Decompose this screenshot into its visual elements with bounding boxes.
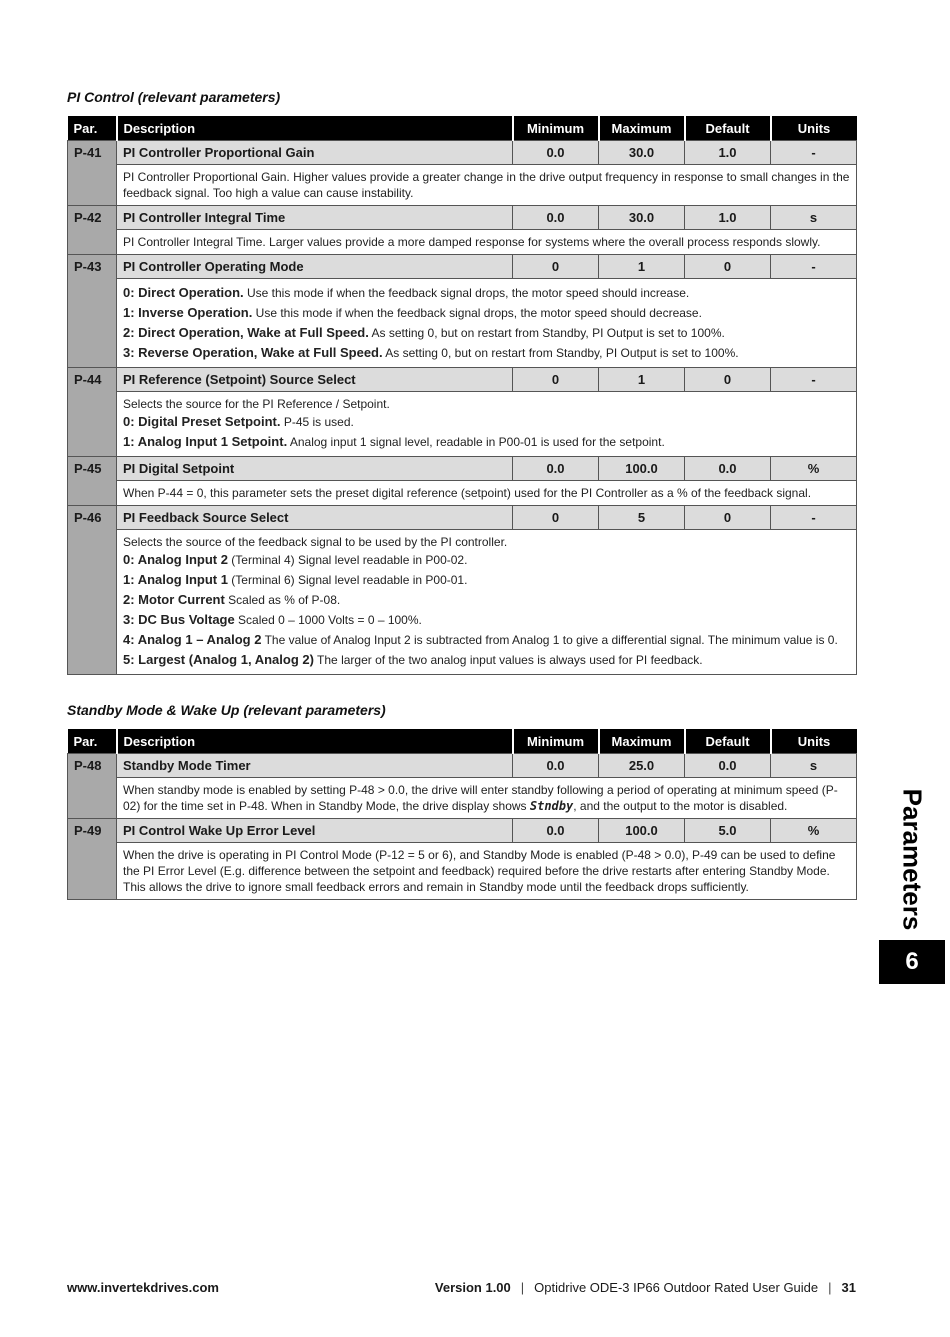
param-desc-row	[68, 279, 857, 368]
param-desc-row	[68, 481, 857, 506]
option-label: 1: Analog Input 1	[123, 572, 228, 587]
footer-website-link[interactable]: www.invertekdrives.com	[67, 1280, 219, 1295]
footer-separator: |	[828, 1280, 832, 1295]
header-maximum: Maximum	[599, 116, 685, 141]
param-code: P-44	[68, 368, 117, 457]
param-name: PI Feedback Source Select	[117, 506, 513, 530]
footer-guide-title: Optidrive ODE-3 IP66 Outdoor Rated User Guide	[534, 1280, 819, 1295]
header-par: Par.	[68, 729, 117, 754]
option-label: 0: Digital Preset Setpoint.	[123, 414, 281, 429]
footer-version: Version 1.00	[434, 1280, 511, 1295]
option-label: 1: Analog Input 1 Setpoint.	[123, 434, 288, 449]
option-text: Analog input 1 signal level, readable in P00-01 is used for the setpoint.	[287, 435, 665, 449]
table-header-row	[68, 729, 857, 754]
param-desc-row	[68, 843, 857, 900]
param-units: %	[771, 819, 857, 843]
param-units: %	[771, 457, 857, 481]
param-desc-row	[68, 230, 857, 255]
desc-part-b: , and the output to the motor is disabled.	[573, 799, 788, 813]
header-minimum: Minimum	[513, 729, 599, 754]
param-default: 0	[685, 506, 771, 530]
param-min: 0.0	[513, 206, 599, 230]
param-code: P-43	[68, 255, 117, 368]
param-description: When the drive is operating in PI Control Mode (P-12 = 5 or 6), and Standby Mode is enabled (P-48 > 0.0), P-49 can be used to define the PI Error Level (E.g. difference between the setpoint and feedback) required before the drive restarts after entering Standby Mode. This allows the drive to ignore small feedback errors and remain in Standby mode until the feedback drops sufficiently.	[117, 843, 857, 900]
option-line	[123, 323, 850, 343]
param-min: 0	[513, 368, 599, 392]
option-text: (Terminal 4) Signal level readable in P00-02.	[227, 553, 468, 567]
param-name: PI Control Wake Up Error Level	[117, 819, 513, 843]
page-footer	[67, 1280, 856, 1300]
chapter-title: Parameters	[897, 788, 928, 930]
param-min: 0	[513, 255, 599, 279]
param-min: 0.0	[513, 754, 599, 778]
param-name: PI Reference (Setpoint) Source Select	[117, 368, 513, 392]
option-text: Scaled as % of P-08.	[224, 593, 341, 607]
param-description	[117, 530, 857, 675]
param-row	[68, 206, 857, 230]
param-row	[68, 457, 857, 481]
param-code: P-41	[68, 141, 117, 206]
param-max: 30.0	[599, 141, 685, 165]
param-units: -	[771, 368, 857, 392]
param-default: 1.0	[685, 206, 771, 230]
header-maximum: Maximum	[599, 729, 685, 754]
param-units: -	[771, 255, 857, 279]
param-default: 0	[685, 368, 771, 392]
table-header-row	[68, 116, 857, 141]
param-max: 1	[599, 368, 685, 392]
param-row	[68, 754, 857, 778]
option-label: 5: Largest (Analog 1, Analog 2)	[123, 652, 314, 667]
option-text: Use this mode if when the feedback signal drops, the motor speed should decrease.	[252, 306, 702, 320]
param-min: 0.0	[513, 457, 599, 481]
header-units: Units	[771, 729, 857, 754]
option-line	[123, 412, 850, 432]
option-label: 4: Analog 1 – Analog 2	[123, 632, 262, 647]
param-row	[68, 819, 857, 843]
option-line	[123, 630, 850, 650]
param-units: -	[771, 506, 857, 530]
section-title-standby: Standby Mode & Wake Up (relevant parameters)	[67, 702, 386, 718]
param-default: 0.0	[685, 457, 771, 481]
option-label: 3: DC Bus Voltage	[123, 612, 235, 627]
param-description: PI Controller Proportional Gain. Higher values provide a greater change in the drive output frequency in response to small changes in the feedback signal. Too high a value can cause instability.	[117, 165, 857, 206]
param-max: 5	[599, 506, 685, 530]
param-default: 0	[685, 255, 771, 279]
param-min: 0.0	[513, 141, 599, 165]
param-default: 0.0	[685, 754, 771, 778]
option-text: P-45 is used.	[280, 415, 354, 429]
page-number: 31	[841, 1280, 856, 1295]
option-text: As setting 0, but on restart from Standby, PI Output is set to 100%.	[368, 326, 725, 340]
param-units: s	[771, 206, 857, 230]
option-text: Scaled 0 – 1000 Volts = 0 – 100%.	[234, 613, 422, 627]
param-description	[117, 778, 857, 819]
param-row	[68, 506, 857, 530]
header-description: Description	[117, 729, 513, 754]
standby-table	[67, 729, 857, 900]
param-name: Standby Mode Timer	[117, 754, 513, 778]
param-description: When P-44 = 0, this parameter sets the preset digital reference (setpoint) used for the PI Controller as a % of the feedback signal.	[117, 481, 857, 506]
header-minimum: Minimum	[513, 116, 599, 141]
header-default: Default	[685, 116, 771, 141]
param-max: 100.0	[599, 819, 685, 843]
param-default: 1.0	[685, 141, 771, 165]
param-name: PI Digital Setpoint	[117, 457, 513, 481]
option-line	[123, 650, 850, 670]
option-label: 0: Direct Operation.	[123, 285, 244, 300]
option-intro: Selects the source of the feedback signal to be used by the PI controller.	[123, 535, 508, 549]
param-code: P-46	[68, 506, 117, 675]
option-label: 3: Reverse Operation, Wake at Full Speed.	[123, 345, 383, 360]
param-min: 0.0	[513, 819, 599, 843]
option-line	[123, 303, 850, 323]
param-description: PI Controller Integral Time. Larger values provide a more damped response for systems where the overall process responds slowly.	[117, 230, 857, 255]
param-min: 0	[513, 506, 599, 530]
param-code: P-45	[68, 457, 117, 506]
header-default: Default	[685, 729, 771, 754]
param-name: PI Controller Operating Mode	[117, 255, 513, 279]
option-text: Use this mode if when the feedback signal drops, the motor speed should increase.	[243, 286, 690, 300]
option-label: 2: Motor Current	[123, 592, 225, 607]
chapter-number-tab: 6	[879, 940, 945, 984]
option-text: The value of Analog Input 2 is subtracted from Analog 1 to give a differential signal. The minimum value is 0.	[261, 633, 838, 647]
param-row	[68, 255, 857, 279]
param-max: 30.0	[599, 206, 685, 230]
option-line	[123, 590, 850, 610]
param-max: 100.0	[599, 457, 685, 481]
param-description	[117, 279, 857, 368]
param-desc-row	[68, 778, 857, 819]
footer-right	[435, 1280, 856, 1295]
footer-separator: |	[520, 1280, 525, 1295]
header-par: Par.	[68, 116, 117, 141]
option-label: 2: Direct Operation, Wake at Full Speed.	[123, 325, 369, 340]
param-desc-row	[68, 165, 857, 206]
param-code: P-49	[68, 819, 117, 900]
option-label: 1: Inverse Operation.	[123, 305, 253, 320]
option-line	[123, 432, 850, 452]
option-intro: Selects the source for the PI Reference / Setpoint.	[123, 397, 390, 411]
param-row	[68, 368, 857, 392]
option-line	[123, 610, 850, 630]
header-description: Description	[117, 116, 513, 141]
param-name: PI Controller Proportional Gain	[117, 141, 513, 165]
option-text: The larger of the two analog input values is always used for PI feedback.	[313, 653, 703, 667]
option-line	[123, 343, 850, 363]
param-desc-row	[68, 530, 857, 675]
param-desc-row	[68, 392, 857, 457]
param-row	[68, 141, 857, 165]
param-units: s	[771, 754, 857, 778]
param-code: P-48	[68, 754, 117, 819]
section-title-pi-control: PI Control (relevant parameters)	[67, 89, 281, 105]
param-name: PI Controller Integral Time	[117, 206, 513, 230]
pi-control-table	[67, 116, 857, 675]
option-text: As setting 0, but on restart from Standby, PI Output is set to 100%.	[382, 346, 739, 360]
option-text: (Terminal 6) Signal level readable in P00-01.	[227, 573, 468, 587]
drive-display-text: Stndby	[529, 799, 574, 813]
param-description	[117, 392, 857, 457]
param-code: P-42	[68, 206, 117, 255]
option-line	[123, 570, 850, 590]
param-units: -	[771, 141, 857, 165]
param-max: 25.0	[599, 754, 685, 778]
option-line	[123, 283, 850, 303]
desc-part-a: When standby mode is enabled by setting P-48 > 0.0, the drive will enter standby following a period of operating at minimum speed (P-02) for the time set in P-48. When in Standby Mode, the drive display shows	[123, 783, 838, 813]
chapter-side-label	[879, 784, 945, 934]
param-max: 1	[599, 255, 685, 279]
param-default: 5.0	[685, 819, 771, 843]
header-units: Units	[771, 116, 857, 141]
option-label: 0: Analog Input 2	[123, 552, 228, 567]
option-line	[123, 550, 850, 570]
